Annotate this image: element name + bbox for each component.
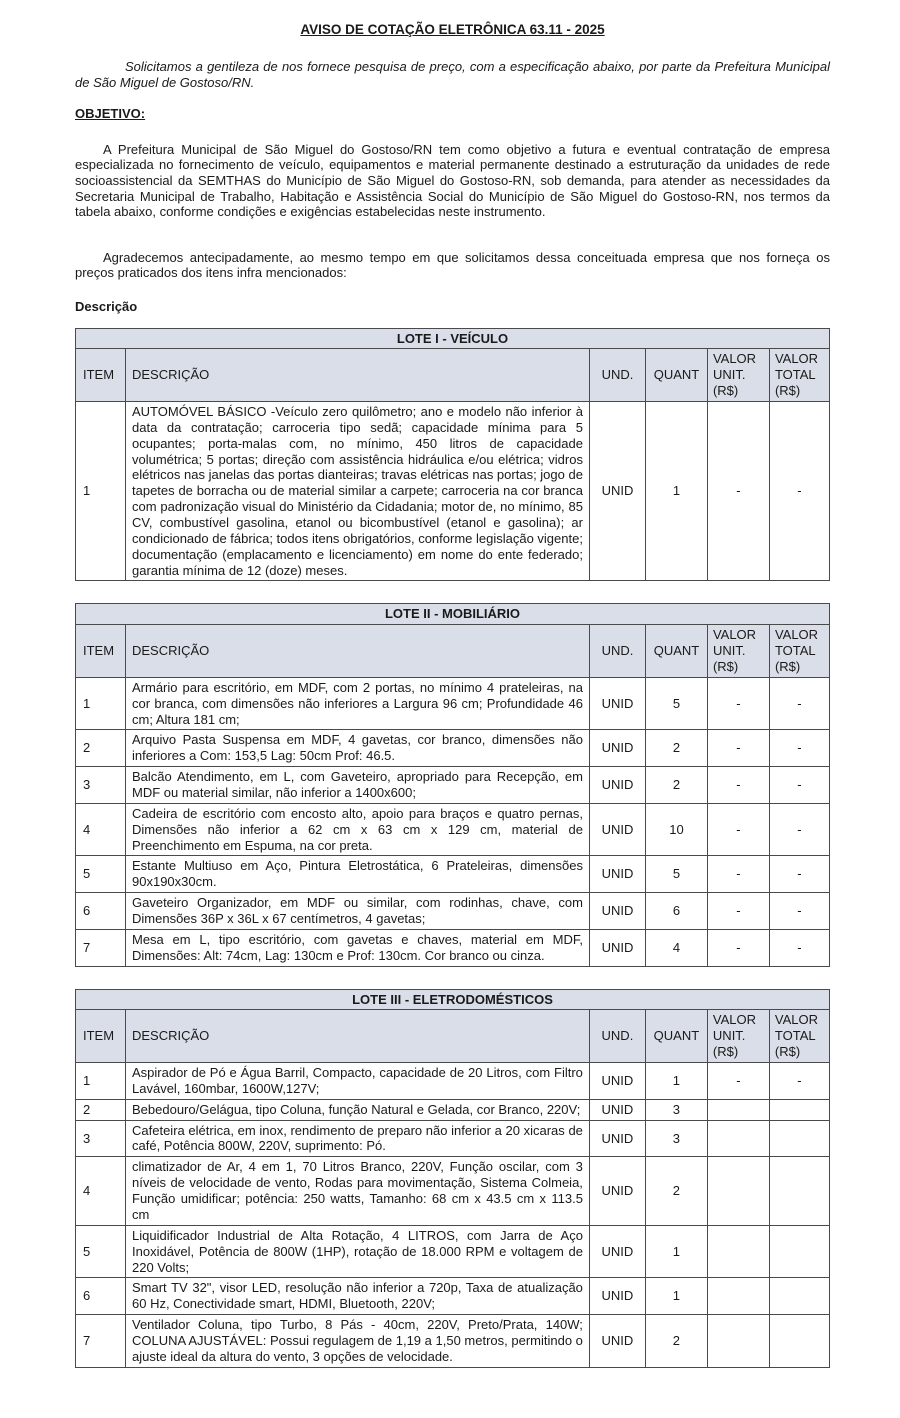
und-cell: UNID	[589, 677, 645, 730]
column-header-valor-unit: VALOR UNIT. (R$)	[707, 625, 769, 678]
table-row	[76, 929, 830, 966]
table-row	[76, 767, 830, 804]
lote-title: LOTE II - MOBILIÁRIO	[76, 604, 830, 625]
quant-cell: 2	[645, 1157, 707, 1225]
valor-total-cell: -	[769, 767, 829, 804]
valor-unit-cell: -	[707, 767, 769, 804]
und-cell: UNID	[589, 767, 645, 804]
quant-cell: 5	[645, 856, 707, 893]
column-header-item: ITEM	[76, 349, 126, 402]
table-row	[76, 1225, 830, 1278]
item-cell: 5	[76, 856, 126, 893]
header-row	[76, 625, 830, 678]
und-cell: UNID	[589, 803, 645, 856]
column-header-valor-unit: VALOR UNIT. (R$)	[707, 1010, 769, 1063]
descricao-cell: Cafeteira elétrica, em inox, rendimento de preparo não inferior a 20 xicaras de café, Potência 800W, 220V, suprimento: Pó.	[126, 1120, 590, 1157]
column-header-quant: QUANT	[645, 1010, 707, 1063]
item-cell: 1	[76, 677, 126, 730]
descricao-cell: Aspirador de Pó e Água Barril, Compacto, capacidade de 20 Litros, com Filtro Lavável, 160mbar, 1600W,127V;	[126, 1063, 590, 1100]
descricao-cell: Bebedouro/Gelágua, tipo Coluna, função Natural e Gelada, cor Branco, 220V;	[126, 1099, 590, 1120]
valor-unit-cell	[707, 1225, 769, 1278]
lote-table-1	[75, 328, 830, 582]
thanks-paragraph: Agradecemos antecipadamente, ao mesmo tempo em que solicitamos dessa conceituada empresa que nos forneça os preços praticados dos itens infra mencionados:	[75, 249, 830, 281]
quant-cell: 1	[645, 401, 707, 580]
item-cell: 1	[76, 1063, 126, 1100]
valor-total-cell: -	[769, 1063, 829, 1100]
table-row	[76, 1315, 830, 1368]
descricao-cell: Mesa em L, tipo escritório, com gavetas e chaves, material em MDF, Dimensões: Alt: 74cm, Lag: 130cm e Prof: 130cm. Cor branco ou cinza.	[126, 929, 590, 966]
lote-title-row	[76, 328, 830, 349]
column-header-quant: QUANT	[645, 349, 707, 402]
lote-table-3	[75, 989, 830, 1368]
quant-cell: 1	[645, 1225, 707, 1278]
descricao-cell: Gaveteiro Organizador, em MDF ou similar, com rodinhas, chave, com Dimensões 36P x 36L x 67 centímetros, 4 gavetas;	[126, 893, 590, 930]
valor-total-cell: -	[769, 856, 829, 893]
table-row	[76, 401, 830, 580]
table-row	[76, 1099, 830, 1120]
table-row	[76, 1157, 830, 1225]
und-cell: UNID	[589, 401, 645, 580]
item-cell: 4	[76, 1157, 126, 1225]
column-header-valor-total: VALOR TOTAL (R$)	[769, 625, 829, 678]
table-row	[76, 730, 830, 767]
table-row	[76, 803, 830, 856]
valor-total-cell: -	[769, 730, 829, 767]
descricao-cell: AUTOMÓVEL BÁSICO -Veículo zero quilômetro; ano e modelo não inferior à data da contratação; carroceria tipo sedã; capacidade mínima para 5 ocupantes; porta-malas com, no mínimo, 450 litros de capacidade volumétrica; 5 portas; direção com assistência hidráulica e/ou elétrica; vidros elétricos nas janelas das portas dianteiras; travas elétricas nas portas; jogo de tapetes de borracha ou de material similar a carpete; carroceria na cor branca com padronização visual do Ministério da Cidadania; motor de, no mínimo, 85 CV, combustível gasolina, etanol ou bicombustível (etanol e gasolina); ar condicionado de fábrica; todos itens obrigatórios, conforme legislação vigente; documentação (emplacamento e licenciamento) em nome do ente federado; garantia mínima de 12 (doze) meses.	[126, 401, 590, 580]
objetivo-paragraph: A Prefeitura Municipal de São Miguel do Gostoso/RN tem como objetivo a futura e eventual contratação de empresa especializada no fornecimento de veículo, equipamentos e material permanente destinado a estruturação da unidades de rede socioassistencial da SEMTHAS do Município de São Miguel do Gostoso-RN, sob demanda, para atender as necessidades da Secretaria Municipal de Trabalho, Habitação e Assistência Social do Município de São Miguel do Gostoso-RN, nos termos da tabela abaixo, conforme condições e exigências estabelecidas neste instrumento.	[75, 141, 830, 220]
table-row	[76, 1120, 830, 1157]
valor-unit-cell: -	[707, 893, 769, 930]
quant-cell: 2	[645, 1315, 707, 1368]
valor-unit-cell: -	[707, 856, 769, 893]
valor-total-cell: -	[769, 893, 829, 930]
quant-cell: 3	[645, 1099, 707, 1120]
item-cell: 7	[76, 929, 126, 966]
descricao-cell: Arquivo Pasta Suspensa em MDF, 4 gavetas, cor branco, dimensões não inferiores a Com: 153,5 Lag: 50cm Prof: 46.5.	[126, 730, 590, 767]
und-cell: UNID	[589, 1063, 645, 1100]
column-header-descricao: DESCRIÇÃO	[126, 625, 590, 678]
und-cell: UNID	[589, 1157, 645, 1225]
item-cell: 6	[76, 893, 126, 930]
quant-cell: 2	[645, 730, 707, 767]
column-header-descricao: DESCRIÇÃO	[126, 1010, 590, 1063]
objetivo-heading	[75, 106, 830, 122]
descricao-cell: Ventilador Coluna, tipo Turbo, 8 Pás - 40cm, 220V, Preto/Prata, 140W; COLUNA AJUSTÁVEL: Possui regulagem de 1,19 a 1,50 metros, permitindo o ajuste ideal da altura do vento, 3 opções de velocidade.	[126, 1315, 590, 1368]
descricao-label: Descrição	[75, 298, 138, 314]
document-title: AVISO DE COTAÇÃO ELETRÔNICA 63.11 - 2025	[300, 22, 605, 37]
table-row	[76, 856, 830, 893]
und-cell: UNID	[589, 1120, 645, 1157]
column-header-item: ITEM	[76, 625, 126, 678]
column-header-und: UND.	[589, 1010, 645, 1063]
valor-unit-cell: -	[707, 730, 769, 767]
column-header-quant: QUANT	[645, 625, 707, 678]
item-cell: 5	[76, 1225, 126, 1278]
valor-total-cell	[769, 1278, 829, 1315]
und-cell: UNID	[589, 1315, 645, 1368]
valor-total-cell	[769, 1315, 829, 1368]
valor-total-cell	[769, 1120, 829, 1157]
column-header-descricao: DESCRIÇÃO	[126, 349, 590, 402]
und-cell: UNID	[589, 1225, 645, 1278]
item-cell: 6	[76, 1278, 126, 1315]
descricao-cell: Smart TV 32", visor LED, resolução não inferior a 720p, Taxa de atualização 60 Hz, Conectividade smart, HDMI, Bluetooth, 220V;	[126, 1278, 590, 1315]
quant-cell: 4	[645, 929, 707, 966]
quant-cell: 5	[645, 677, 707, 730]
item-cell: 3	[76, 767, 126, 804]
valor-unit-cell	[707, 1278, 769, 1315]
item-cell: 3	[76, 1120, 126, 1157]
table-row	[76, 893, 830, 930]
table-row	[76, 1063, 830, 1100]
valor-unit-cell: -	[707, 401, 769, 580]
item-cell: 4	[76, 803, 126, 856]
quant-cell: 1	[645, 1278, 707, 1315]
tables-container	[75, 328, 830, 1368]
und-cell: UNID	[589, 1278, 645, 1315]
item-cell: 7	[76, 1315, 126, 1368]
table-row	[76, 677, 830, 730]
und-cell: UNID	[589, 893, 645, 930]
header-row	[76, 1010, 830, 1063]
valor-unit-cell	[707, 1120, 769, 1157]
valor-unit-cell: -	[707, 1063, 769, 1100]
column-header-und: UND.	[589, 349, 645, 402]
und-cell: UNID	[589, 929, 645, 966]
valor-total-cell	[769, 1099, 829, 1120]
header-row	[76, 349, 830, 402]
lote-title: LOTE I - VEÍCULO	[76, 328, 830, 349]
lote-title-row	[76, 604, 830, 625]
valor-total-cell: -	[769, 803, 829, 856]
valor-total-cell: -	[769, 677, 829, 730]
column-header-und: UND.	[589, 625, 645, 678]
und-cell: UNID	[589, 1099, 645, 1120]
table-row	[76, 1278, 830, 1315]
descricao-cell: Estante Multiuso em Aço, Pintura Eletrostática, 6 Prateleiras, dimensões 90x190x30cm.	[126, 856, 590, 893]
quant-cell: 2	[645, 767, 707, 804]
valor-unit-cell	[707, 1157, 769, 1225]
column-header-item: ITEM	[76, 1010, 126, 1063]
item-cell: 1	[76, 401, 126, 580]
descricao-cell: Armário para escritório, em MDF, com 2 portas, no mínimo 4 prateleiras, na cor branca, com dimensões não inferiores a Largura 96 cm; Profundidade 46 cm; Altura 181 cm;	[126, 677, 590, 730]
valor-total-cell: -	[769, 401, 829, 580]
column-header-valor-total: VALOR TOTAL (R$)	[769, 1010, 829, 1063]
quant-cell: 1	[645, 1063, 707, 1100]
descricao-cell: climatizador de Ar, 4 em 1, 70 Litros Branco, 220V, Função oscilar, com 3 níveis de velocidade de vento, Rodas para movimentação, Sistema Colmeia, Função umidificar; potência: 250 watts, Tamanho: 68 cm x 43.5 cm x 113.5 cm	[126, 1157, 590, 1225]
quant-cell: 6	[645, 893, 707, 930]
lote-table-2	[75, 603, 830, 966]
item-cell: 2	[76, 730, 126, 767]
descricao-cell: Cadeira de escritório com encosto alto, apoio para braços e quatro pernas, Dimensões não inferior a 62 cm x 63 cm x 129 cm, material de Preenchimento em Espuma, na cor preta.	[126, 803, 590, 856]
valor-unit-cell: -	[707, 677, 769, 730]
quant-cell: 3	[645, 1120, 707, 1157]
valor-unit-cell	[707, 1315, 769, 1368]
item-cell: 2	[76, 1099, 126, 1120]
objetivo-label: OBJETIVO:	[75, 106, 146, 122]
valor-unit-cell: -	[707, 929, 769, 966]
descricao-cell: Balcão Atendimento, em L, com Gaveteiro, apropriado para Recepção, em MDF ou material similar, não inferior a 1400x600;	[126, 767, 590, 804]
intro-paragraph: Solicitamos a gentileza de nos fornece pesquisa de preço, com a especificação abaixo, por parte da Prefeitura Municipal de São Miguel de Gostoso/RN.	[75, 59, 830, 90]
column-header-valor-unit: VALOR UNIT. (R$)	[707, 349, 769, 402]
lote-title-row	[76, 989, 830, 1010]
und-cell: UNID	[589, 856, 645, 893]
valor-unit-cell: -	[707, 803, 769, 856]
lote-title: LOTE III - ELETRODOMÉSTICOS	[76, 989, 830, 1010]
valor-total-cell	[769, 1225, 829, 1278]
column-header-valor-total: VALOR TOTAL (R$)	[769, 349, 829, 402]
valor-total-cell: -	[769, 929, 829, 966]
quant-cell: 10	[645, 803, 707, 856]
valor-total-cell	[769, 1157, 829, 1225]
descricao-cell: Liquidificador Industrial de Alta Rotação, 4 LITROS, com Jarra de Aço Inoxidável, Potência de 800W (1HP), rotação de 18.000 RPM e voltagem de 220 Volts;	[126, 1225, 590, 1278]
valor-unit-cell	[707, 1099, 769, 1120]
und-cell: UNID	[589, 730, 645, 767]
